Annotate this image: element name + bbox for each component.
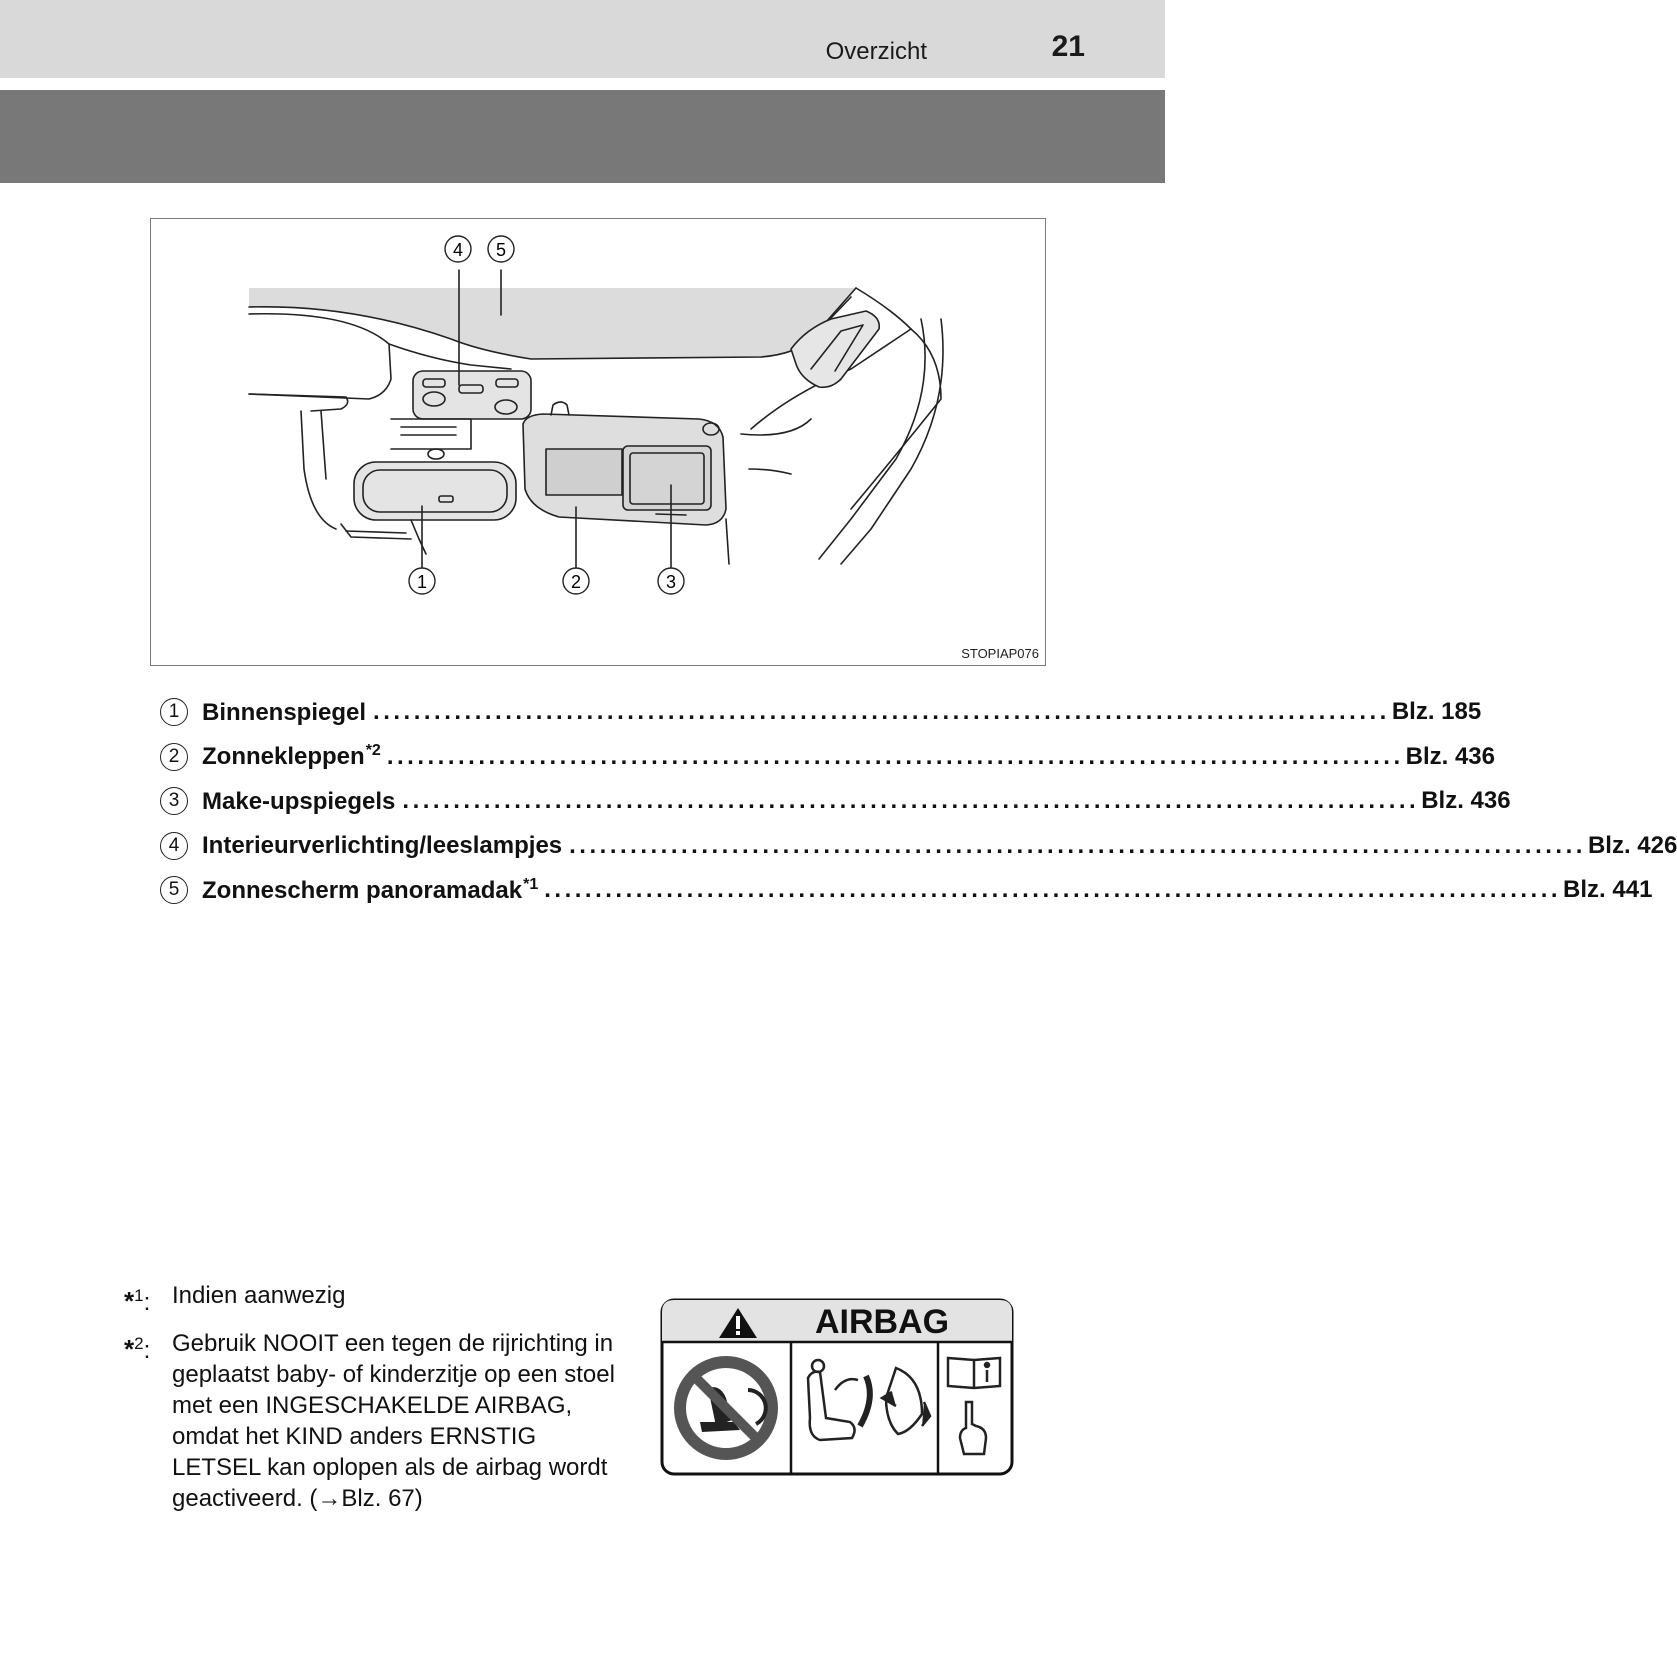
footnote-number: 1 <box>134 1286 144 1305</box>
dot-leader: .................................................................................................... <box>386 742 1404 770</box>
section-title: Overzicht <box>825 38 927 65</box>
callout-4-label: 4 <box>452 240 464 260</box>
figure-code: STOPIAP076 <box>961 646 1039 661</box>
airbag-warning-label <box>660 1298 1014 1476</box>
part-row <box>160 868 1653 913</box>
part-number: 2 <box>160 743 188 771</box>
footnote-colon: : <box>143 1337 151 1364</box>
page-reference: Blz. 441 <box>1563 876 1653 904</box>
part-name <box>202 831 563 860</box>
part-name-text: Make-upspiegels <box>202 787 396 815</box>
footnote-marker <box>124 1280 172 1318</box>
part-name <box>202 698 367 727</box>
callout-5-label: 5 <box>495 240 507 260</box>
part-footnote-ref: *1 <box>523 875 539 893</box>
part-name <box>202 742 381 771</box>
footnote-number: 2 <box>134 1334 144 1353</box>
part-name-text: Interieurverlichting/leeslampjes <box>202 832 563 860</box>
part-name-text: Zonnescherm panoramadak <box>202 876 523 904</box>
page-reference: Blz. 185 <box>1391 698 1482 726</box>
footnote-marker <box>124 1328 172 1514</box>
footnote-1 <box>124 1280 624 1318</box>
footnote-text: Gebruik NOOIT een tegen de rijrichting in geplaatst baby- of kinderzitje op een stoel met een INGESCHAKELDE AIRBAG, omdat het KIND anders ERNSTIG LETSEL kan oplopen als de airbag wordt geactiveerd. (→Blz. 67) <box>172 1330 615 1512</box>
part-row <box>160 735 1495 780</box>
airbag-title: AIRBAG <box>814 1303 950 1341</box>
dot-leader: .................................................................................................... <box>569 831 1586 859</box>
part-number: 3 <box>160 787 188 815</box>
page-reference: Blz. 436 <box>1421 787 1511 815</box>
no-child-seat-icon <box>674 1356 778 1460</box>
part-row <box>160 824 1677 869</box>
chapter-band <box>0 90 1165 183</box>
page-reference: Blz. 426 <box>1587 831 1677 859</box>
part-name-text: Zonnekleppen <box>202 743 365 771</box>
footnote-2 <box>124 1328 624 1514</box>
callout-2-label: 2 <box>570 572 582 592</box>
part-name <box>202 787 396 816</box>
callout-3-label: 3 <box>665 572 677 592</box>
dot-leader: .................................................................................................... <box>402 787 1420 815</box>
parts-list <box>160 690 1677 913</box>
dot-leader: .................................................................................................... <box>373 698 1390 726</box>
part-name <box>202 876 538 905</box>
part-number: 1 <box>160 698 188 726</box>
overhead-interior-figure <box>150 218 1046 666</box>
page-reference: Blz. 436 <box>1405 742 1495 770</box>
part-footnote-ref: *2 <box>365 742 381 760</box>
part-name-text: Binnenspiegel <box>202 698 367 726</box>
footnote-star: * <box>124 1334 135 1364</box>
page-number: 21 <box>1051 30 1085 63</box>
overhead-illustration <box>151 219 1044 664</box>
footnotes <box>124 1280 624 1524</box>
callout-1-label: 1 <box>416 572 428 592</box>
footnote-colon: : <box>143 1289 151 1316</box>
footnote-text: Indien aanwezig <box>172 1282 346 1309</box>
part-row <box>160 779 1511 824</box>
part-row <box>160 690 1482 735</box>
part-number: 4 <box>160 832 188 860</box>
part-number: 5 <box>160 876 188 904</box>
header-band <box>0 0 1165 78</box>
dot-leader: .................................................................................................... <box>544 876 1562 904</box>
footnote-star: * <box>124 1286 135 1316</box>
